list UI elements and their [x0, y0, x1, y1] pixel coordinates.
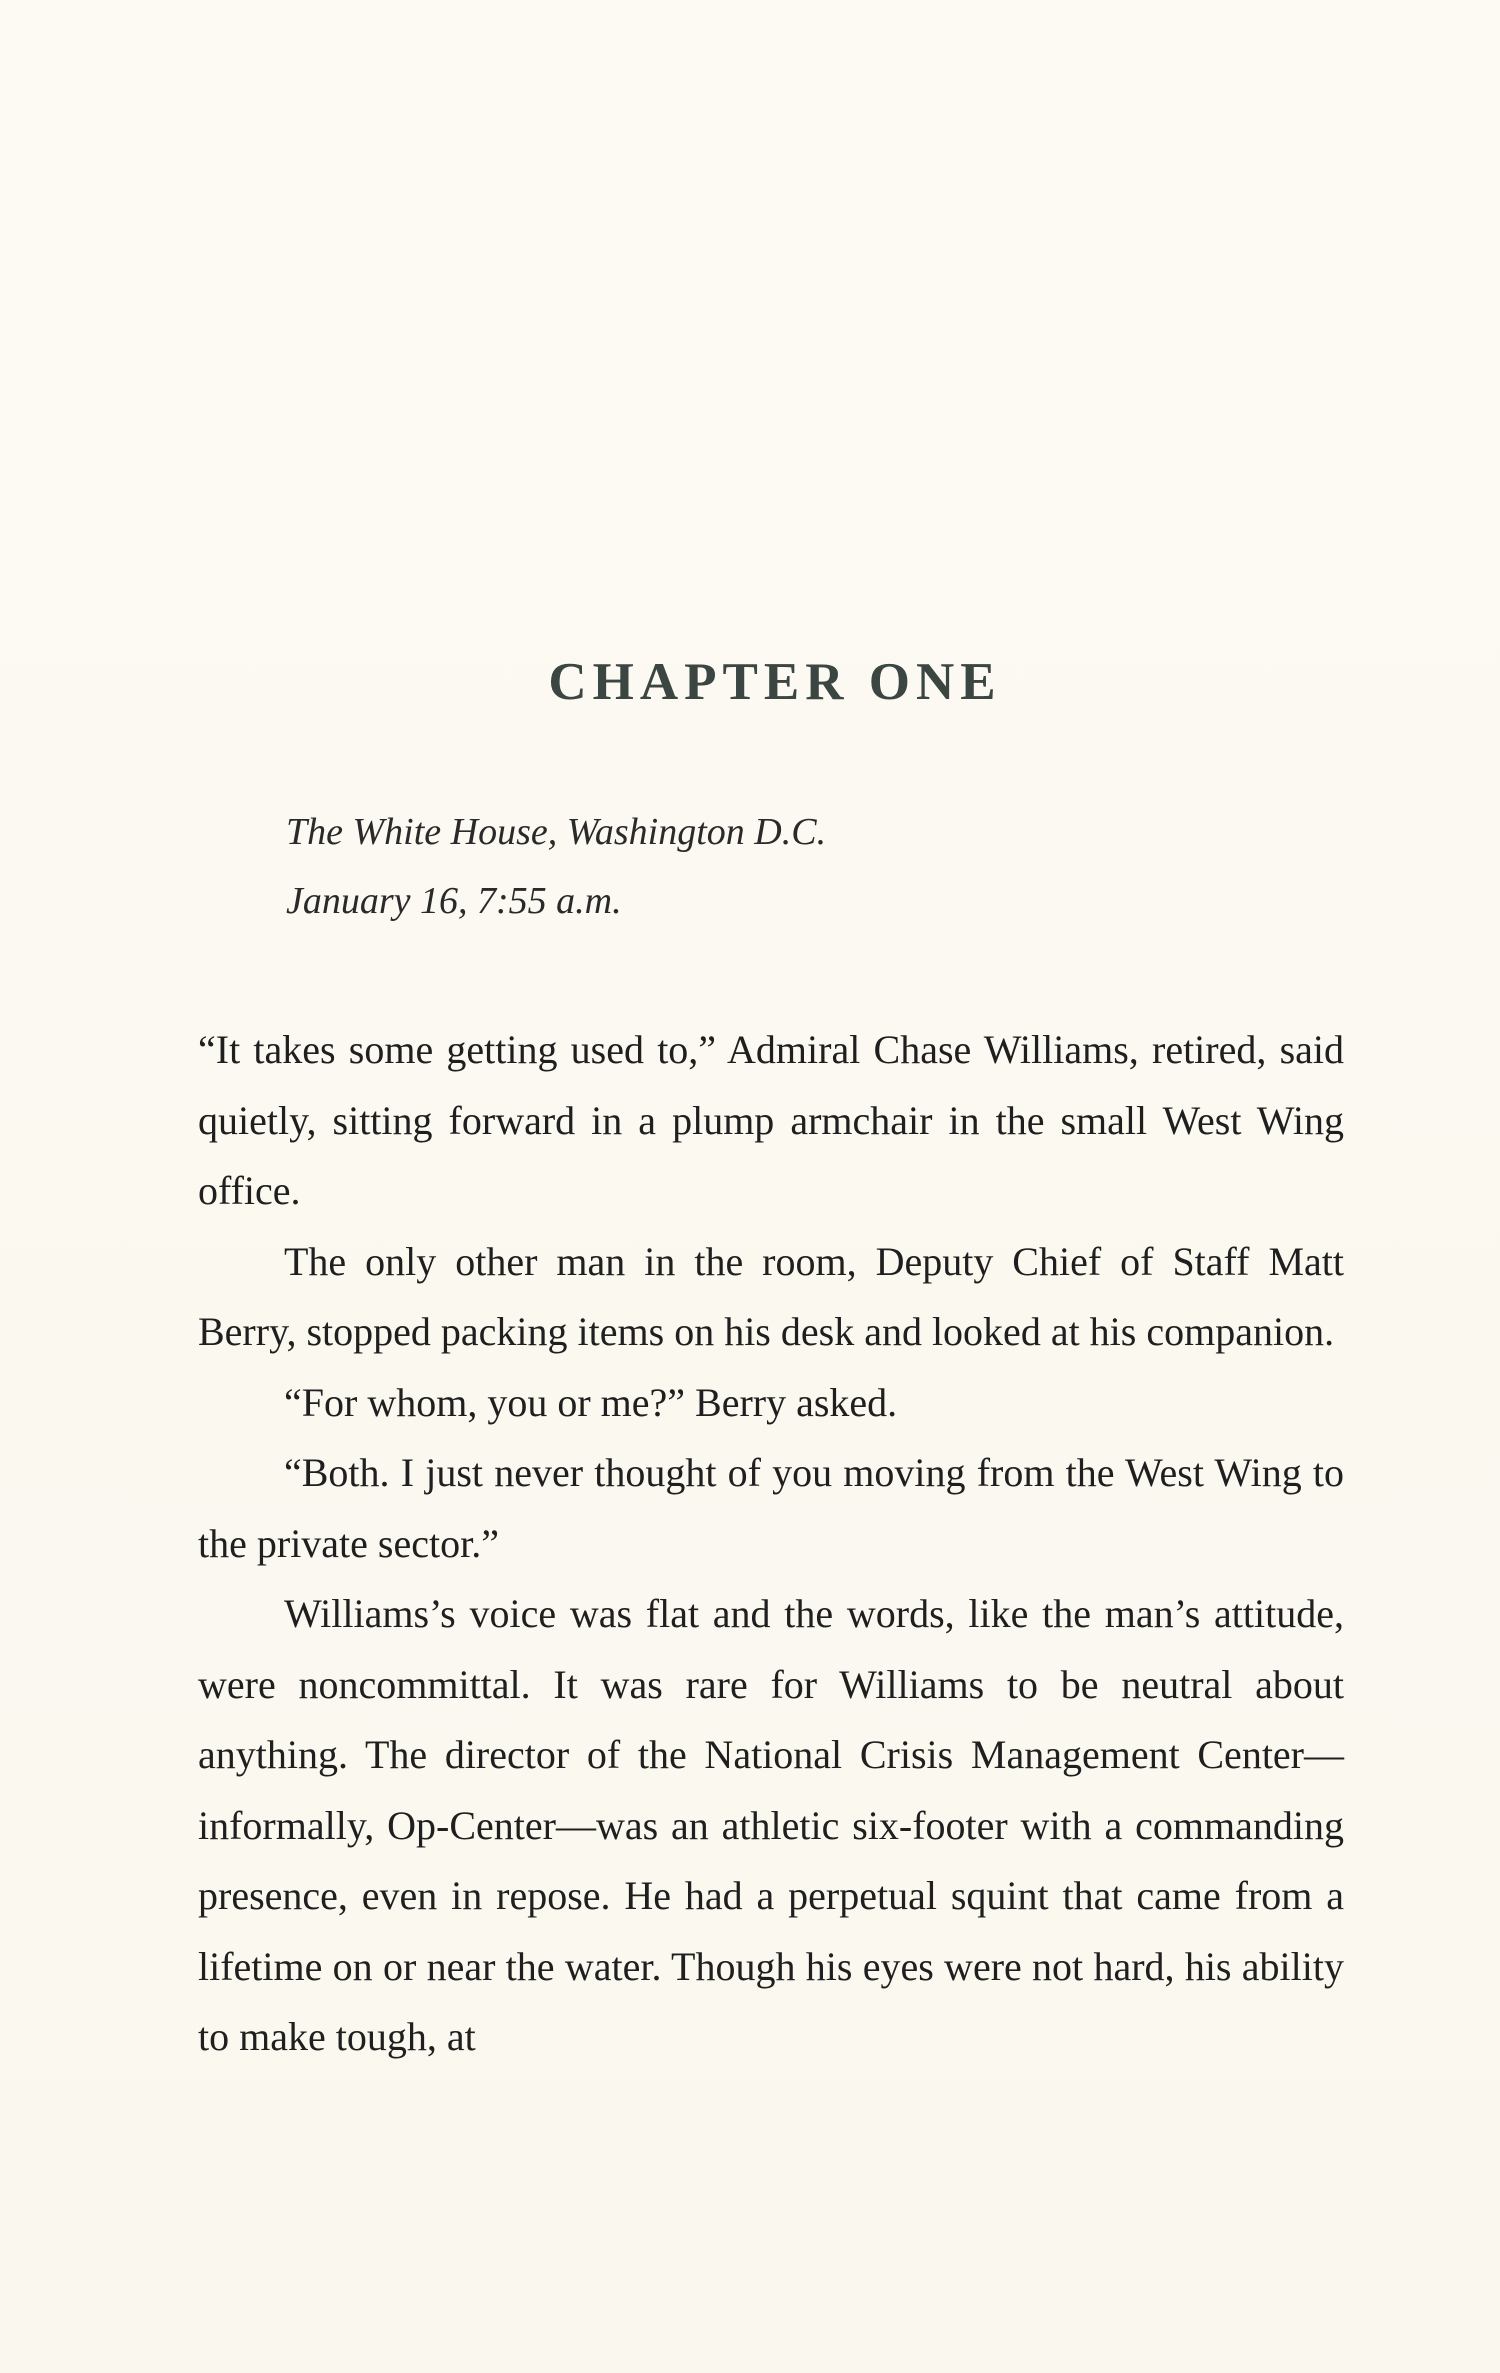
chapter-title: CHAPTER ONE [548, 653, 1002, 711]
chapter-body [198, 1015, 1344, 2073]
paragraph: Williams’s voice was flat and the words, like the man’s attitude, were noncommittal. It was rare for Williams to be neutral about anything. The director of the National Crisis Management Center—informally, Op-Center—was an athletic six-footer with a commanding presence, even in repose. He had a perpetual squint that came from a lifetime on or near the water. Though his eyes were not hard, his ability to make tough, at [198, 1591, 1344, 2059]
chapter-location: The White House, Washington D.C. [286, 811, 827, 853]
paragraph: “It takes some getting used to,” Admiral Chase Williams, retired, said quietly, sitting forward in a plump armchair in the small West Wing office. [198, 1027, 1344, 1213]
paragraph: “For whom, you or me?” Berry asked. [284, 1379, 898, 1425]
chapter-datetime: January 16, 7:55 a.m. [286, 880, 622, 922]
paragraph: “Both. I just never thought of you moving from the West Wing to the private sector.” [198, 1450, 1344, 1566]
paragraph: The only other man in the room, Deputy Chief of Staff Matt Berry, stopped packing items on his desk and looked at his companion. [198, 1238, 1344, 1354]
